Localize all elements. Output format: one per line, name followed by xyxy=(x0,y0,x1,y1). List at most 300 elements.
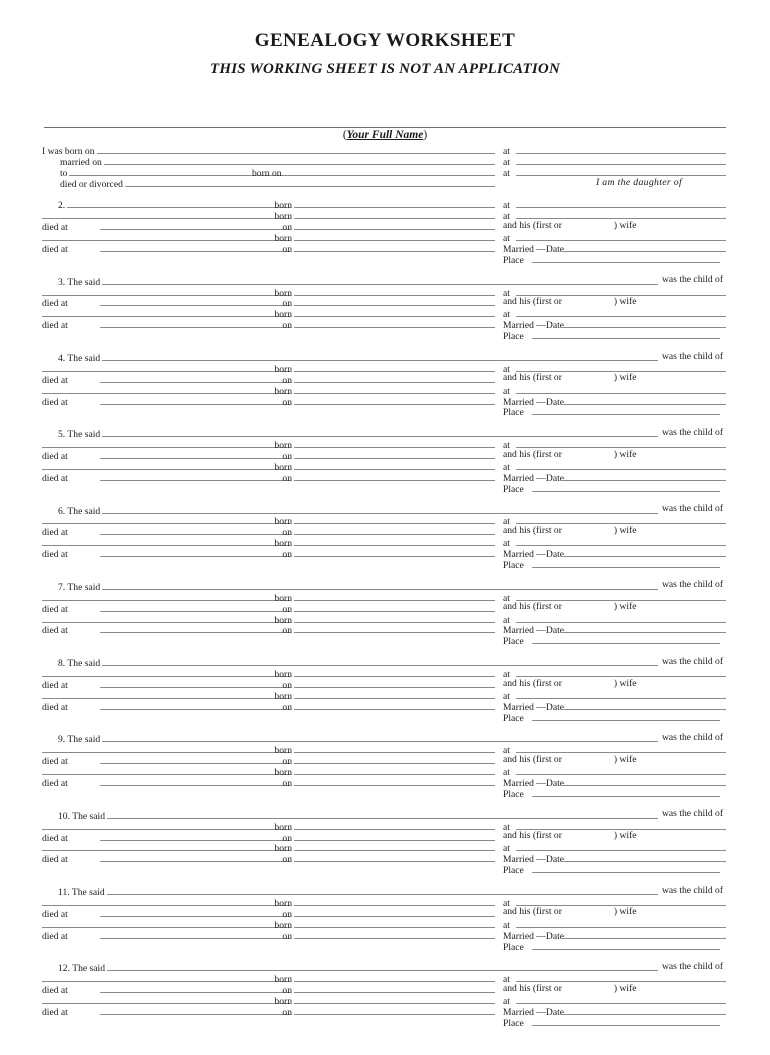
cell-birth-at xyxy=(503,145,726,156)
input-father-died-on[interactable] xyxy=(294,221,495,230)
input-father-died-on[interactable] xyxy=(294,450,495,459)
cell-mother-born xyxy=(252,842,495,853)
label-person-number: 11. The said xyxy=(58,887,105,899)
input-marriage-place[interactable] xyxy=(532,330,720,339)
row-mother-death xyxy=(0,243,770,254)
cell-mother-born-at-label: at xyxy=(503,919,510,931)
cell-married-date-label: Married —Date xyxy=(503,472,565,484)
row-father xyxy=(0,744,770,755)
row-mother xyxy=(0,308,770,319)
cell-wife-order xyxy=(503,679,726,690)
input-marriage-place[interactable] xyxy=(532,940,720,949)
input-father-born[interactable] xyxy=(294,820,495,829)
row-person-heading xyxy=(0,733,770,744)
input-father-born[interactable] xyxy=(294,362,495,371)
input-mother-born-at[interactable] xyxy=(516,232,726,241)
cell-mother-died-on xyxy=(252,624,495,635)
input-marriage-place[interactable] xyxy=(532,482,720,491)
cell-father-born-at xyxy=(503,668,726,679)
cell-married-date xyxy=(503,395,726,406)
row-person-heading xyxy=(0,275,770,286)
row-marriage-place xyxy=(0,482,770,493)
input-father-born-at[interactable] xyxy=(516,973,726,982)
cell-mother-died-on xyxy=(252,700,495,711)
row-father xyxy=(0,362,770,373)
cell-marriage-at xyxy=(503,156,726,167)
cell-father-born-at-label: at xyxy=(503,440,510,452)
cell-father-born-label: born xyxy=(274,821,292,833)
cell-married-date-label: Married —Date xyxy=(503,396,565,408)
row-father-death xyxy=(0,297,770,308)
input-father-born-at[interactable] xyxy=(516,210,726,219)
cell-father-born-at-label: at xyxy=(503,516,510,528)
input-person-name[interactable] xyxy=(102,581,658,590)
input-father-born-at[interactable] xyxy=(516,591,726,600)
row-born-on xyxy=(0,145,770,156)
cell-marriage-place xyxy=(503,330,726,341)
cell-mother-born xyxy=(252,308,495,319)
cell-wife-order xyxy=(503,221,726,232)
cell-father-died-on xyxy=(252,755,495,766)
row-person-heading xyxy=(0,352,770,363)
cell-father-born-at-label: at xyxy=(503,821,510,833)
cell-wife-order xyxy=(503,984,726,995)
cell-mother-died-at-label: died at xyxy=(42,320,68,332)
cell-mother-born xyxy=(252,232,495,243)
input-person-name[interactable] xyxy=(102,657,658,666)
row-father xyxy=(0,591,770,602)
input-father-died-on[interactable] xyxy=(294,679,495,688)
input-father-died-on[interactable] xyxy=(294,831,495,840)
input-father-born-at[interactable] xyxy=(516,515,726,524)
input-person-name[interactable] xyxy=(107,809,658,818)
cell-person-born xyxy=(252,199,495,210)
input-marriage-extra[interactable] xyxy=(252,156,495,165)
input-spouse-birth-date[interactable] xyxy=(284,167,495,176)
input-father-died-on[interactable] xyxy=(294,602,495,611)
row-mother-death xyxy=(0,1006,770,1017)
row-person-heading xyxy=(0,581,770,592)
input-father-born-at[interactable] xyxy=(516,668,726,677)
cell-mother-born-at xyxy=(503,232,726,243)
row-father-death xyxy=(0,984,770,995)
label-was-the-child-of: was the child of xyxy=(662,426,724,438)
row-father-death xyxy=(0,450,770,461)
row-person-heading xyxy=(0,657,770,668)
label-and-his-first-or: and his (first or xyxy=(503,830,562,842)
input-person-name[interactable] xyxy=(102,428,658,437)
input-marriage-place[interactable] xyxy=(532,559,720,568)
input-mother-died-on[interactable] xyxy=(294,471,495,480)
input-marriage-at[interactable] xyxy=(516,156,726,165)
input-mother-born[interactable] xyxy=(294,308,495,317)
cell-the-said xyxy=(58,886,658,897)
cell-mother-died-on xyxy=(252,1006,495,1017)
input-mother-born[interactable] xyxy=(294,842,495,851)
cell-person-born-at-label: at xyxy=(503,200,510,212)
cell-mother-born-at xyxy=(503,384,726,395)
input-person-name[interactable] xyxy=(107,962,658,971)
input-person-born-at[interactable] xyxy=(516,199,726,208)
cell-marriage-place xyxy=(503,253,726,264)
label-at-born: at xyxy=(503,146,510,158)
input-married-date[interactable] xyxy=(563,700,726,709)
input-mother-born-at[interactable] xyxy=(516,613,726,622)
input-father-born[interactable] xyxy=(294,973,495,982)
label-married-on: married on xyxy=(60,157,102,169)
input-person-name[interactable] xyxy=(102,352,658,361)
input-mother-born-at[interactable] xyxy=(516,918,726,927)
row-mother xyxy=(0,613,770,624)
input-person-name[interactable] xyxy=(102,733,658,742)
row-person-heading xyxy=(0,504,770,515)
cell-the-said xyxy=(58,428,658,439)
cell-mother-born-label: born xyxy=(274,919,292,931)
block-12 xyxy=(0,962,770,1027)
cell-father-born-label: born xyxy=(274,974,292,986)
input-died-or-divorced-extra[interactable] xyxy=(252,178,495,187)
row-mother-death xyxy=(0,700,770,711)
cell-mother-born-at-label: at xyxy=(503,690,510,702)
cell-spouse-born-on xyxy=(252,167,495,178)
input-father-born[interactable] xyxy=(294,515,495,524)
row-person-heading xyxy=(0,886,770,897)
input-father-died-on[interactable] xyxy=(294,755,495,764)
input-person-born[interactable] xyxy=(294,199,495,208)
input-father-born-at[interactable] xyxy=(516,439,726,448)
cell-marriage-extra xyxy=(252,156,495,167)
row-mother-death xyxy=(0,319,770,330)
cell-father-died-at-label: died at xyxy=(42,222,68,234)
input-father-died-on[interactable] xyxy=(294,526,495,535)
cell-mother-born-at-label: at xyxy=(503,614,510,626)
cell-father-died-at-label: died at xyxy=(42,679,68,691)
cell-mother-died-on-label: on xyxy=(282,549,292,561)
input-father-born-at[interactable] xyxy=(516,362,726,371)
row-mother xyxy=(0,384,770,395)
input-mother-born-at[interactable] xyxy=(516,537,726,546)
cell-father-born-at-label: at xyxy=(503,287,510,299)
input-mother-died-on[interactable] xyxy=(294,1006,495,1015)
row-father-death xyxy=(0,221,770,232)
input-mother-born[interactable] xyxy=(294,766,495,775)
row-father xyxy=(0,668,770,679)
input-mother-died-on[interactable] xyxy=(294,624,495,633)
input-married-date[interactable] xyxy=(563,395,726,404)
cell-marriage-place-label: Place xyxy=(503,788,524,800)
genealogy-worksheet-page xyxy=(0,31,770,1055)
cell-mother-died-on xyxy=(252,548,495,559)
input-father-born-at[interactable] xyxy=(516,744,726,753)
input-married-date[interactable] xyxy=(563,777,726,786)
label-born-on: born on xyxy=(252,168,282,180)
row-marriage-place xyxy=(0,330,770,341)
cell-mother-died-on-label: on xyxy=(282,243,292,255)
cell-father-died-at-label: died at xyxy=(42,603,68,615)
cell-married-date-label: Married —Date xyxy=(503,701,565,713)
cell-mother-born-at xyxy=(503,537,726,548)
cell-father-died-on xyxy=(252,602,495,613)
block-self xyxy=(0,145,770,189)
input-married-date[interactable] xyxy=(563,319,726,328)
label-person-number: 9. The said xyxy=(58,734,101,746)
row-person-heading xyxy=(0,428,770,439)
label-person-number: 3. The said xyxy=(58,276,101,288)
input-father-born[interactable] xyxy=(294,439,495,448)
input-married-date[interactable] xyxy=(563,471,726,480)
label-wife-close: ) wife xyxy=(613,219,637,231)
label-wife-close: ) wife xyxy=(613,601,637,613)
cell-father-born xyxy=(252,439,495,450)
input-married-date[interactable] xyxy=(563,243,726,252)
input-father-born[interactable] xyxy=(294,744,495,753)
input-mother-born-at[interactable] xyxy=(516,461,726,470)
input-marriage-place[interactable] xyxy=(532,864,720,873)
cell-mother-born-at xyxy=(503,766,726,777)
input-father-born[interactable] xyxy=(294,668,495,677)
input-father-born-at[interactable] xyxy=(516,897,726,906)
cell-the-said xyxy=(58,504,658,515)
label-and-his-first-or: and his (first or xyxy=(503,906,562,918)
cell-mother-died-on-label: on xyxy=(282,396,292,408)
label-person-number: 4. The said xyxy=(58,352,101,364)
label-and-his-first-or: and his (first or xyxy=(503,372,562,384)
input-marriage-place[interactable] xyxy=(532,253,720,262)
cell-father-born-at-label: at xyxy=(503,974,510,986)
full-name-caption xyxy=(0,129,770,141)
row-mother-death xyxy=(0,395,770,406)
cell-father-died-at-label: died at xyxy=(42,298,68,310)
input-mother-born-at[interactable] xyxy=(516,842,726,851)
input-father-died-on[interactable] xyxy=(294,373,495,382)
cell-married-date xyxy=(503,929,726,940)
input-mother-born[interactable] xyxy=(294,384,495,393)
input-mother-died-on[interactable] xyxy=(294,548,495,557)
input-married-date[interactable] xyxy=(563,929,726,938)
cell-mother-born-label: born xyxy=(274,996,292,1008)
row-marriage-place xyxy=(0,864,770,875)
cell-mother-born xyxy=(252,384,495,395)
input-mother-died-on[interactable] xyxy=(294,243,495,252)
cell-the-said xyxy=(58,962,658,973)
input-mother-born-at[interactable] xyxy=(516,766,726,775)
label-was-the-child-of: was the child of xyxy=(662,808,724,820)
cell-father-died-on xyxy=(252,526,495,537)
cell-father-born-label: born xyxy=(274,287,292,299)
input-married-date[interactable] xyxy=(563,548,726,557)
cell-mother-born-at xyxy=(503,689,726,700)
input-father-died-on[interactable] xyxy=(294,984,495,993)
input-person-name[interactable] xyxy=(102,275,658,284)
input-mother-born[interactable] xyxy=(294,689,495,698)
input-marriage-place[interactable] xyxy=(532,788,720,797)
input-mother-died-on[interactable] xyxy=(294,929,495,938)
label-wife-close: ) wife xyxy=(613,906,637,918)
cell-mother-died-at-label: died at xyxy=(42,472,68,484)
row-married-on xyxy=(0,156,770,167)
row-mother xyxy=(0,995,770,1006)
cell-married-date xyxy=(503,777,726,788)
cell-person-born-label: born xyxy=(274,200,292,212)
cell-marriage-place xyxy=(503,482,726,493)
input-father-born-at[interactable] xyxy=(516,820,726,829)
input-father-born[interactable] xyxy=(294,210,495,219)
cell-father-born-at-label: at xyxy=(503,592,510,604)
cell-mother-died-on-label: on xyxy=(282,701,292,713)
label-and-his-first-or: and his (first or xyxy=(503,601,562,613)
label-and-his-first-or: and his (first or xyxy=(503,753,562,765)
input-mother-born[interactable] xyxy=(294,995,495,1004)
input-married-date[interactable] xyxy=(563,1006,726,1015)
input-person-name[interactable] xyxy=(107,886,658,895)
input-mother-born-at[interactable] xyxy=(516,308,726,317)
block-4 xyxy=(0,352,770,417)
input-married-date[interactable] xyxy=(563,853,726,862)
cell-father-born-label: born xyxy=(274,211,292,223)
cell-father-born-label: born xyxy=(274,363,292,375)
cell-married-date xyxy=(503,319,726,330)
cell-mother-born-label: born xyxy=(274,233,292,245)
cell-married-date xyxy=(503,471,726,482)
cell-marriage-place-label: Place xyxy=(503,254,524,266)
cell-married-date-label: Married —Date xyxy=(503,625,565,637)
cell-father-died-on xyxy=(252,984,495,995)
cell-mother-born-at-label: at xyxy=(503,767,510,779)
cell-the-said xyxy=(58,657,658,668)
label-and-his-first-or: and his (first or xyxy=(503,219,562,231)
input-married-date[interactable] xyxy=(563,624,726,633)
cell-mother-born-at-label: at xyxy=(503,309,510,321)
input-birth-at[interactable] xyxy=(516,145,726,154)
cell-mother-died-on-label: on xyxy=(282,854,292,866)
input-mother-born-at[interactable] xyxy=(516,995,726,1004)
input-father-born[interactable] xyxy=(294,897,495,906)
row-mother-death xyxy=(0,471,770,482)
input-person-name[interactable] xyxy=(102,504,658,513)
input-mother-born-at[interactable] xyxy=(516,384,726,393)
cell-father-died-at-label: died at xyxy=(42,451,68,463)
cell-father-born xyxy=(252,515,495,526)
cell-marriage-place-label: Place xyxy=(503,712,524,724)
cell-the-said xyxy=(58,733,658,744)
cell-father-died-on-label: on xyxy=(282,756,292,768)
block-10 xyxy=(0,808,770,877)
input-birth-extra[interactable] xyxy=(252,145,495,154)
cell-mother-born-at-label: at xyxy=(503,996,510,1008)
cell-the-said xyxy=(58,275,658,286)
cell-father-died-on xyxy=(252,907,495,918)
cell-marriage-place-label: Place xyxy=(503,636,524,648)
label-person-number: 7. The said xyxy=(58,581,101,593)
label-person-number: 10. The said xyxy=(58,810,105,822)
cell-mother-died-on-label: on xyxy=(282,320,292,332)
cell-father-died-on-label: on xyxy=(282,985,292,997)
input-mother-died-on[interactable] xyxy=(294,700,495,709)
input-marriage-place[interactable] xyxy=(532,406,720,415)
cell-wife-order xyxy=(503,755,726,766)
cell-wife-order xyxy=(503,450,726,461)
input-marriage-place[interactable] xyxy=(532,1016,720,1025)
row-mother xyxy=(0,461,770,472)
row-father xyxy=(0,515,770,526)
cell-mother-died-on xyxy=(252,319,495,330)
cell-father-died-on xyxy=(252,679,495,690)
input-marriage-place[interactable] xyxy=(532,711,720,720)
input-marriage-place[interactable] xyxy=(532,635,720,644)
input-mother-born[interactable] xyxy=(294,918,495,927)
row-marriage-place xyxy=(0,711,770,722)
input-father-born[interactable] xyxy=(294,286,495,295)
input-mother-born[interactable] xyxy=(294,461,495,470)
cell-mother-born-label: born xyxy=(274,843,292,855)
cell-mother-born xyxy=(252,766,495,777)
cell-mother-died-on-label: on xyxy=(282,1006,292,1018)
input-father-born[interactable] xyxy=(294,591,495,600)
input-mother-died-on[interactable] xyxy=(294,777,495,786)
cell-mother-born-at xyxy=(503,461,726,472)
input-mother-born-at[interactable] xyxy=(516,689,726,698)
block-2 xyxy=(0,199,770,264)
cell-father-born-label: born xyxy=(274,745,292,757)
cell-wife-order xyxy=(503,602,726,613)
cell-mother-born xyxy=(252,918,495,929)
row-died-or-divorced xyxy=(0,178,770,189)
label-died-or-divorced: died or divorced xyxy=(60,179,123,191)
label-person-number: 12. The said xyxy=(58,963,105,975)
row-father-death xyxy=(0,679,770,690)
input-mother-died-on[interactable] xyxy=(294,319,495,328)
label-wife-close: ) wife xyxy=(613,448,637,460)
cell-mother-died-on-label: on xyxy=(282,472,292,484)
input-mother-died-on[interactable] xyxy=(294,853,495,862)
cell-father-born xyxy=(252,744,495,755)
input-mother-born[interactable] xyxy=(294,613,495,622)
cell-mother-died-at-label: died at xyxy=(42,243,68,255)
input-father-died-on[interactable] xyxy=(294,297,495,306)
cell-father-died-on-label: on xyxy=(282,451,292,463)
label-was-the-child-of: was the child of xyxy=(662,960,724,972)
label-was-the-child-of: was the child of xyxy=(662,350,724,362)
row-mother xyxy=(0,842,770,853)
cell-father-died-at-label: died at xyxy=(42,908,68,920)
cell-mother-born-label: born xyxy=(274,690,292,702)
row-father-death xyxy=(0,526,770,537)
cell-father-died-on-label: on xyxy=(282,527,292,539)
row-father xyxy=(0,210,770,221)
input-mother-died-on[interactable] xyxy=(294,395,495,404)
label-person-number: 6. The said xyxy=(58,505,101,517)
input-father-died-on[interactable] xyxy=(294,907,495,916)
input-father-born-at[interactable] xyxy=(516,286,726,295)
cell-person-born-at xyxy=(503,199,726,210)
input-mother-born[interactable] xyxy=(294,537,495,546)
cell-mother-born-label: born xyxy=(274,538,292,550)
label-was-the-child-of: was the child of xyxy=(662,579,724,591)
cell-wife-order xyxy=(503,526,726,537)
cell-wife-order xyxy=(503,831,726,842)
cell-the-said xyxy=(58,809,658,820)
cell-wife-order xyxy=(503,907,726,918)
input-spouse-birth-at[interactable] xyxy=(516,167,726,176)
cell-marriage-place-label: Place xyxy=(503,331,524,343)
cell-marriage-place-label: Place xyxy=(503,560,524,572)
label-and-his-first-or: and his (first or xyxy=(503,677,562,689)
label-was-the-child-of: was the child of xyxy=(662,732,724,744)
cell-marriage-place-label: Place xyxy=(503,1017,524,1029)
block-7 xyxy=(0,581,770,646)
input-mother-born[interactable] xyxy=(294,232,495,241)
row-marriage-place xyxy=(0,406,770,417)
